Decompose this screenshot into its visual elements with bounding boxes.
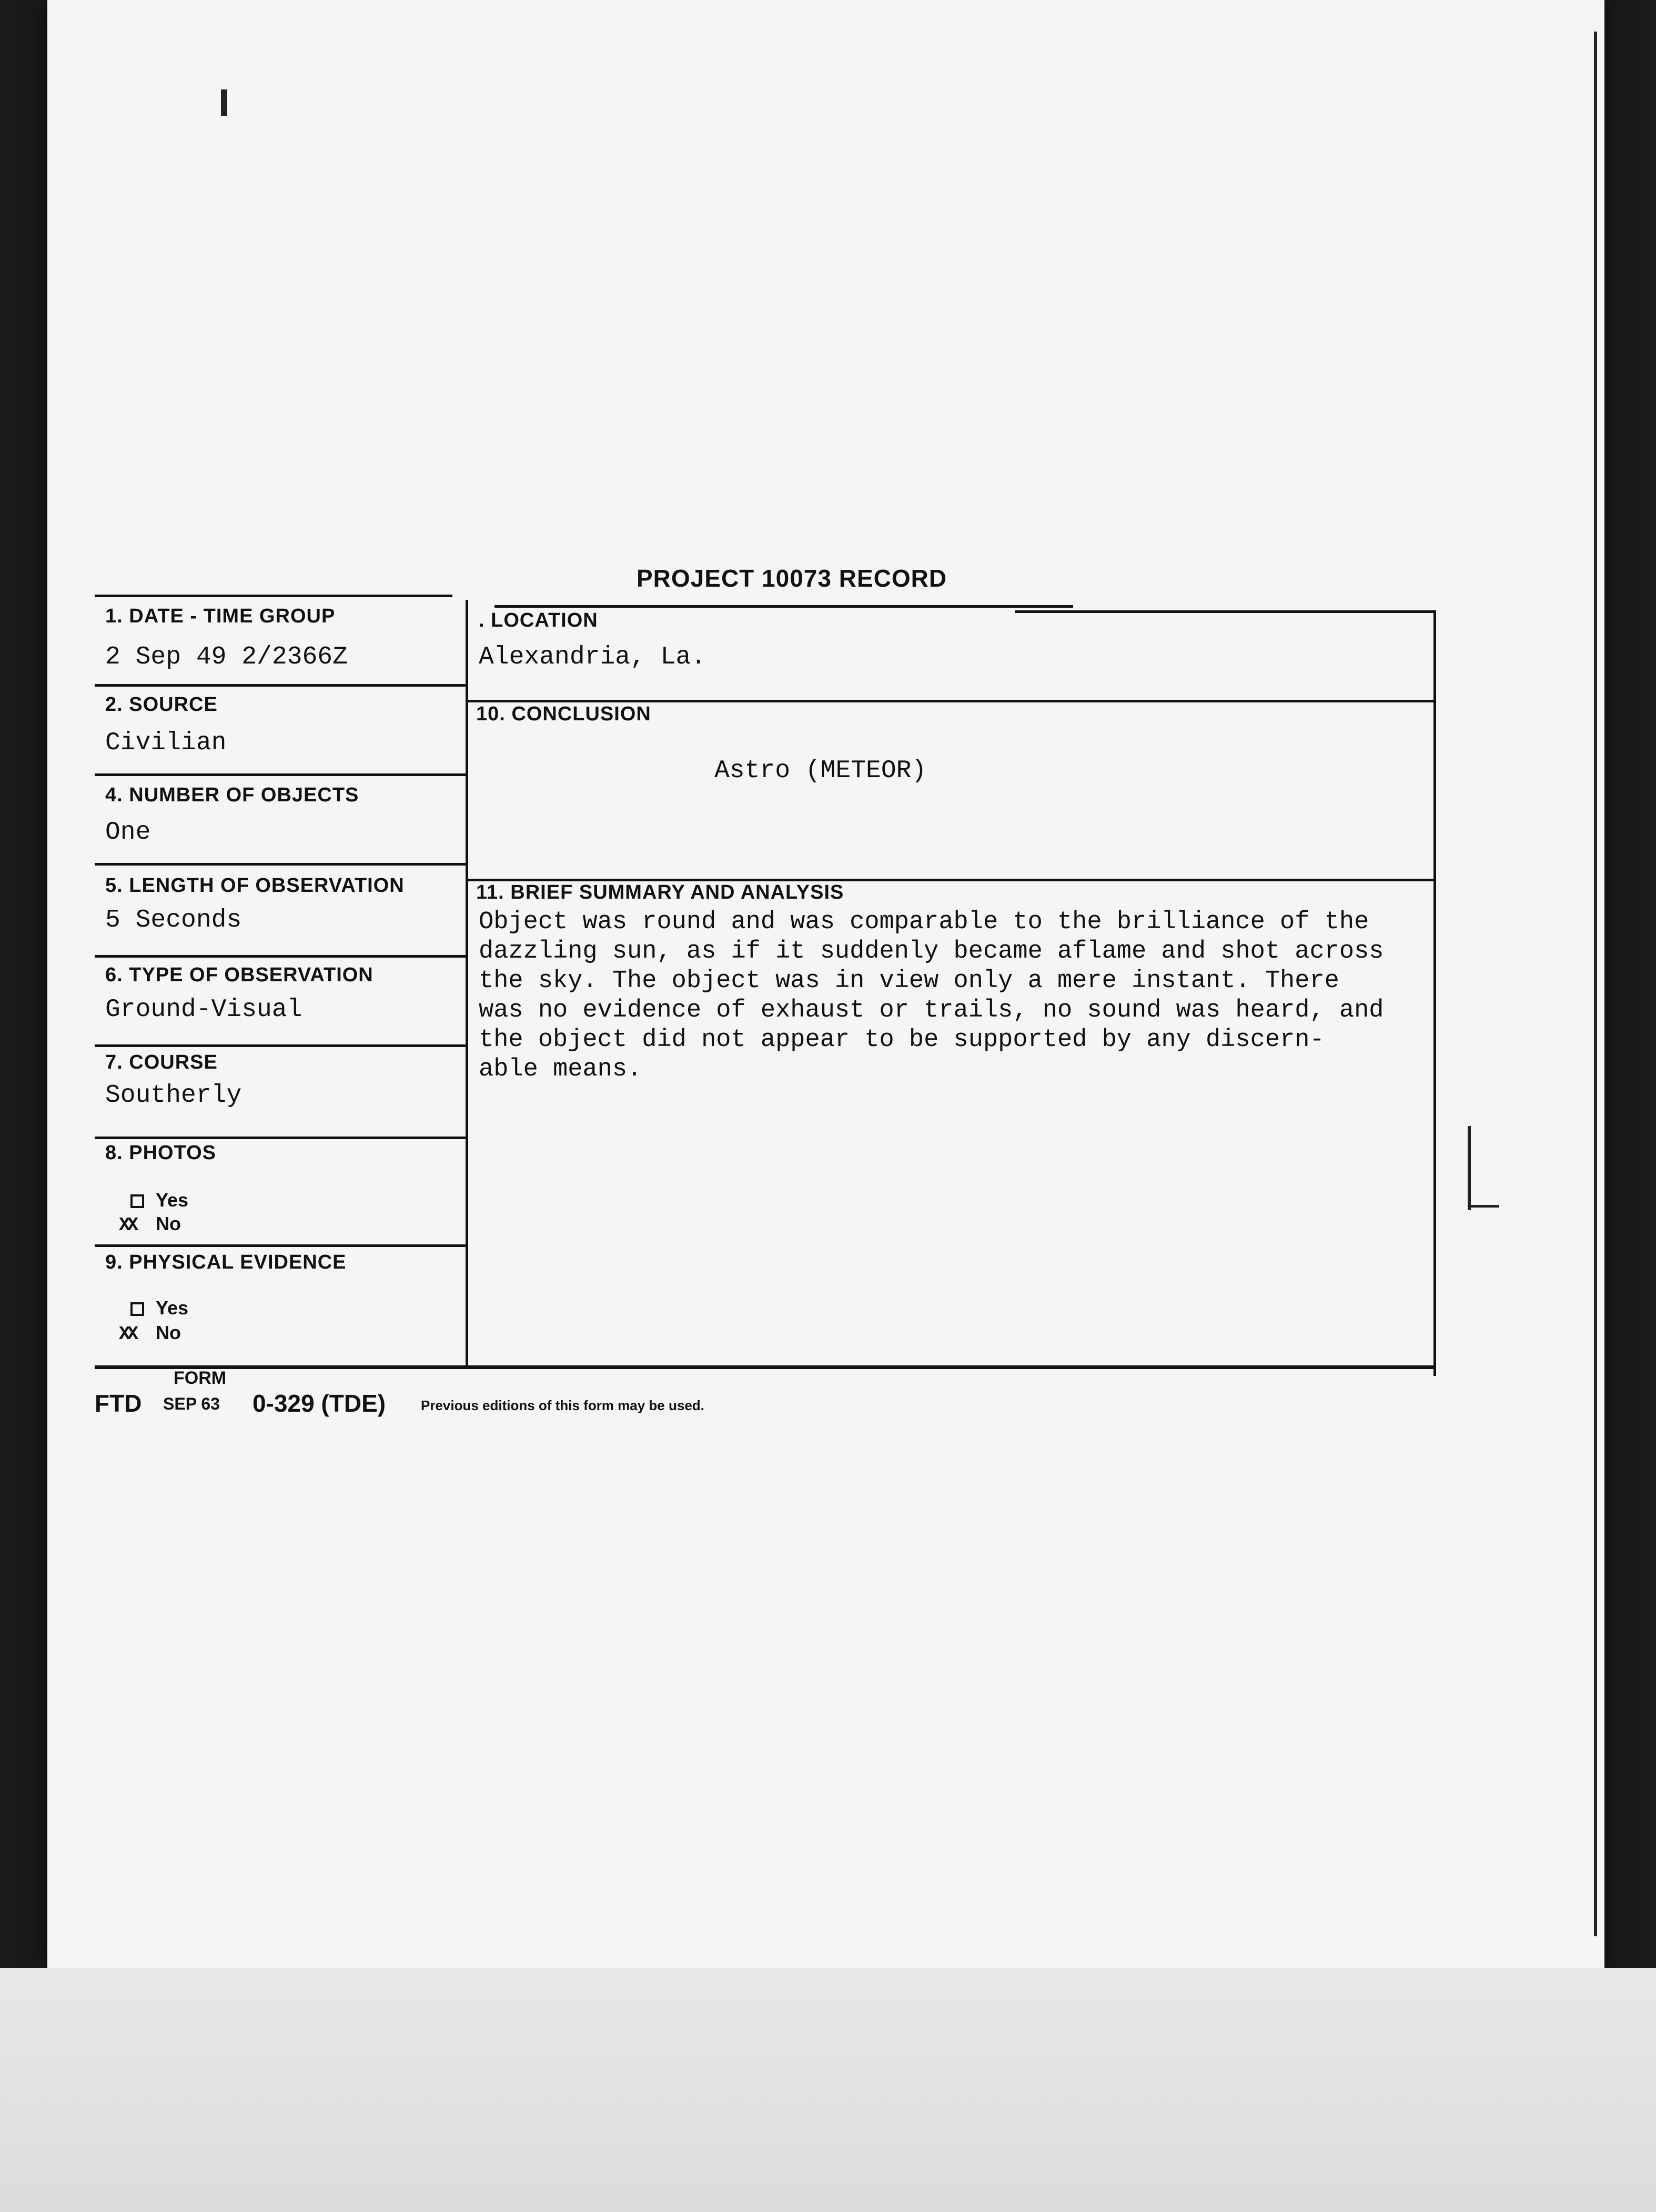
- scan-edge-line: [1594, 32, 1597, 1936]
- course-value: Southerly: [105, 1081, 242, 1110]
- summary-line: the sky. The object was in view only a mere instant. There: [479, 967, 1339, 995]
- number-of-objects-label: 4. NUMBER OF OBJECTS: [105, 784, 359, 806]
- photos-yes-checkbox: [130, 1194, 144, 1208]
- photos-no-mark: XX: [119, 1214, 136, 1236]
- row-divider: [95, 684, 468, 687]
- footer-date: SEP 63: [163, 1394, 220, 1413]
- course-label: 7. COURSE: [105, 1051, 218, 1073]
- summary-label: 11. BRIEF SUMMARY AND ANALYSIS: [476, 881, 844, 903]
- number-of-objects-value: One: [105, 818, 151, 847]
- source-label: 2. SOURCE: [105, 693, 218, 716]
- row-divider: [95, 1244, 468, 1247]
- location-label: . LOCATION: [479, 609, 598, 631]
- summary-line: able means.: [479, 1055, 642, 1083]
- row-divider: [95, 1044, 468, 1047]
- length-of-observation-label: 5. LENGTH OF OBSERVATION: [105, 874, 405, 897]
- form-right-border: [1433, 613, 1436, 1376]
- form-top-border: [494, 605, 1073, 608]
- summary-line: Object was round and was comparable to the brilliance of the: [479, 908, 1369, 936]
- photos-yes-label: Yes: [156, 1189, 189, 1211]
- location-value: Alexandria, La.: [479, 643, 706, 671]
- form-top-border: [95, 595, 452, 597]
- column-divider: [466, 600, 468, 1368]
- scan-artifact: [221, 89, 227, 116]
- physical-evidence-no-option: [119, 1322, 181, 1345]
- form-top-border: [1015, 610, 1436, 613]
- footer-form-word: FORM: [174, 1368, 227, 1388]
- scan-artifact: [1468, 1205, 1499, 1208]
- scan-artifact: [1468, 1126, 1471, 1210]
- form-bottom-border: [95, 1365, 1436, 1369]
- row-divider: [95, 863, 468, 866]
- row-divider: [95, 773, 468, 776]
- type-of-observation-label: 6. TYPE OF OBSERVATION: [105, 964, 373, 986]
- conclusion-value: Astro (METEOR): [714, 757, 927, 785]
- row-divider: [95, 955, 468, 958]
- date-time-group-label: 1. DATE - TIME GROUP: [105, 605, 336, 627]
- length-of-observation-value: 5 Seconds: [105, 906, 242, 934]
- footer-form-number: 0-329 (TDE): [253, 1390, 386, 1417]
- project-record-form: [95, 595, 1436, 1373]
- footer-org: FTD: [95, 1390, 142, 1417]
- row-divider: [95, 1137, 468, 1139]
- source-value: Civilian: [105, 729, 227, 757]
- photos-yes-option: [130, 1189, 188, 1211]
- photos-no-option: [119, 1213, 181, 1236]
- summary-line: dazzling sun, as if it suddenly became aflame and shot across: [479, 938, 1384, 966]
- physical-evidence-yes-option: [130, 1297, 188, 1319]
- physical-evidence-yes-checkbox: [130, 1302, 144, 1316]
- footer-note: Previous editions of this form may be used.: [421, 1397, 704, 1413]
- scan-background: [0, 1968, 1656, 2212]
- summary-line: the object did not appear to be supported by any discern-: [479, 1026, 1325, 1054]
- form-title: PROJECT 10073 RECORD: [637, 565, 947, 592]
- summary-line: was no evidence of exhaust or trails, no sound was heard, and: [479, 997, 1384, 1024]
- row-divider: [466, 700, 1436, 702]
- physical-evidence-yes-label: Yes: [156, 1297, 189, 1319]
- conclusion-label: 10. CONCLUSION: [476, 703, 651, 725]
- photos-no-label: No: [156, 1213, 181, 1234]
- summary-text: [479, 908, 1415, 1084]
- type-of-observation-value: Ground-Visual: [105, 996, 302, 1024]
- photos-label: 8. PHOTOS: [105, 1142, 217, 1164]
- physical-evidence-no-label: No: [156, 1322, 181, 1343]
- physical-evidence-no-mark: XX: [119, 1323, 136, 1345]
- date-time-group-value: 2 Sep 49 2/2366Z: [105, 643, 348, 671]
- physical-evidence-label: 9. PHYSICAL EVIDENCE: [105, 1251, 347, 1273]
